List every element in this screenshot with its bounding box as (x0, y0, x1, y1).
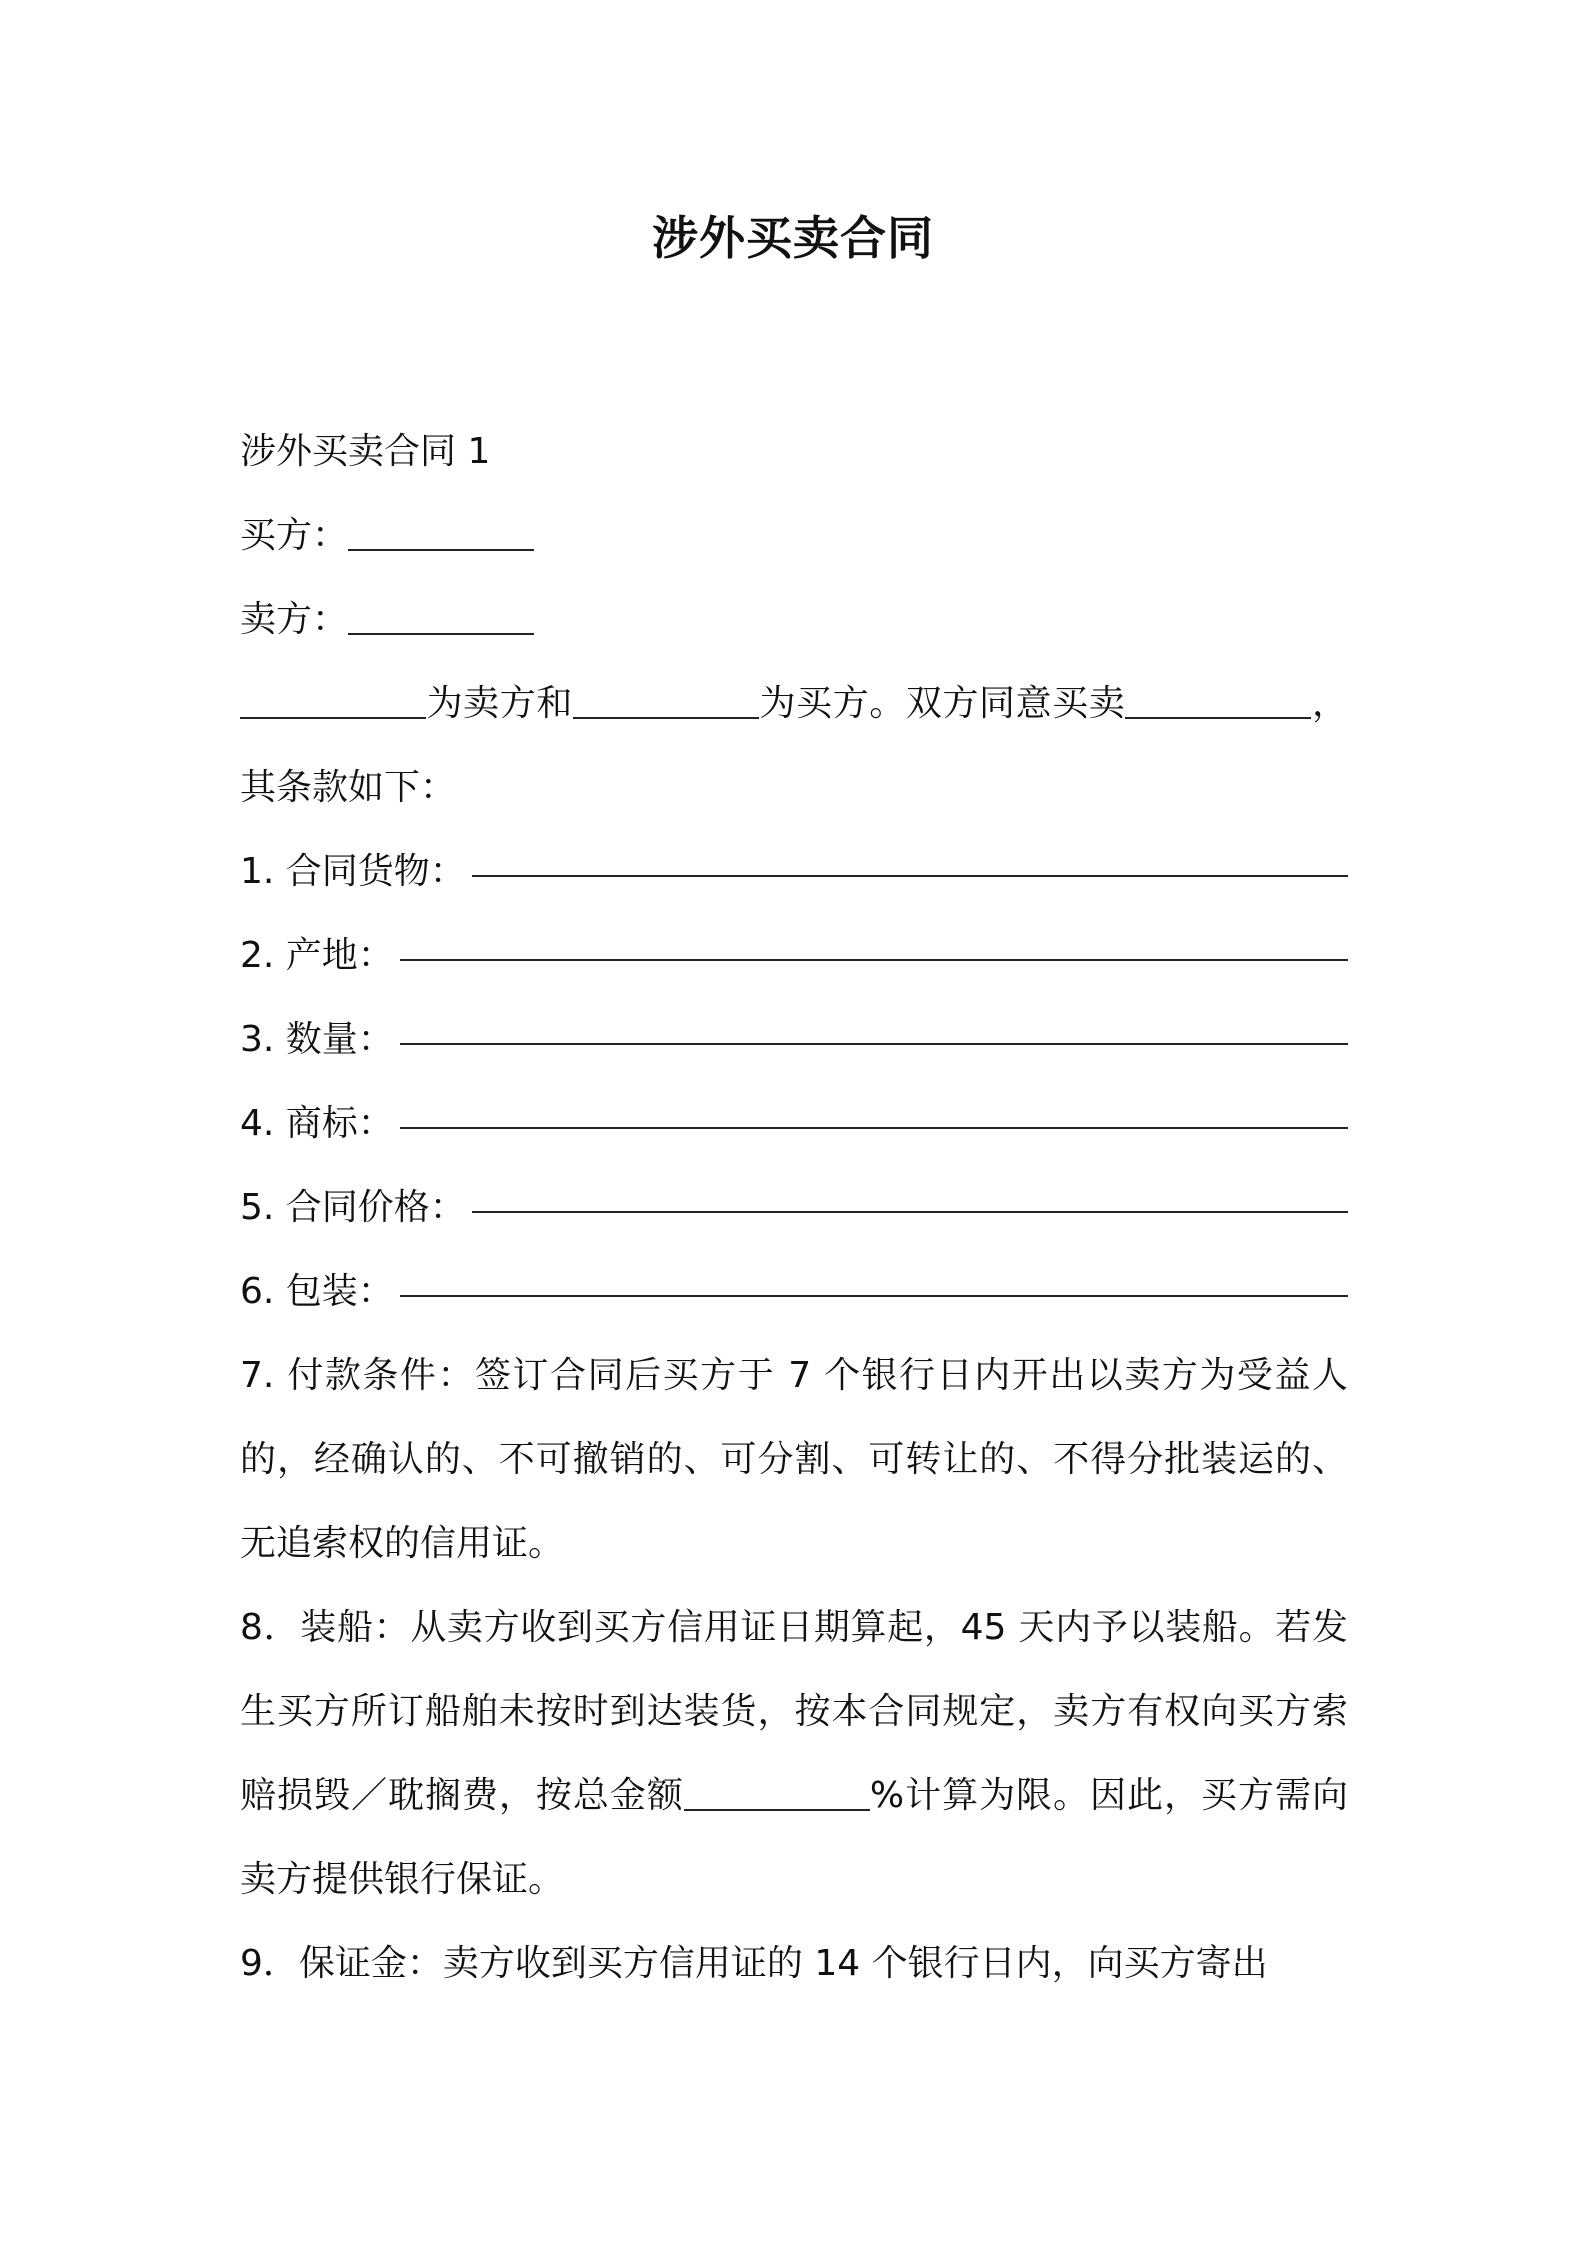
field-trademark-label: 4. 商标： (240, 1103, 394, 1144)
field-price-label: 5. 合同价格： (240, 1187, 466, 1228)
document-title: 涉外买卖合同 (652, 211, 934, 265)
intro-text-1: 为卖方和 (426, 683, 573, 724)
clause8-line-3 (240, 1754, 1348, 1838)
field-origin-blank (400, 927, 1348, 961)
clause8-line-4: 卖方提供银行保证。 (240, 1859, 565, 1900)
document-body (240, 410, 1348, 2006)
field-packing (240, 1250, 1348, 1334)
intro-line-2: 其条款如下： (240, 767, 457, 808)
field-packing-label: 6. 包装： (240, 1271, 394, 1312)
clause7-line-2: 的，经确认的、不可撤销的、可分割、可转让的、不得分批装运的、 (240, 1439, 1348, 1480)
field-quantity (240, 998, 1348, 1082)
field-price (240, 1166, 1348, 1250)
field-packing-blank (400, 1263, 1348, 1297)
intro-text-2: 为买方。双方同意买卖 (758, 683, 1126, 724)
clause8-text-3a: 赔损毁／耽搁费，按总金额 (240, 1775, 684, 1816)
field-goods (240, 830, 1348, 914)
contract-heading: 涉外买卖合同 1 (240, 431, 491, 472)
field-goods-label: 1. 合同货物： (240, 851, 466, 892)
clause8-line-1: 8．装船：从卖方收到买方信用证日期算起，45 天内予以装船。若发 (240, 1607, 1348, 1648)
intro-text-3: ， (1311, 683, 1348, 724)
buyer-name-blank (573, 685, 759, 719)
seller-label: 卖方： (240, 599, 349, 640)
clause7-line-3: 无追索权的信用证。 (240, 1523, 565, 1564)
field-goods-blank (472, 843, 1348, 877)
field-trademark (240, 1082, 1348, 1166)
clause7-line-1: 7. 付款条件：签订合同后买方于 7 个银行日内开出以卖方为受益人 (240, 1355, 1348, 1396)
intro-line-1 (240, 662, 1348, 746)
field-trademark-blank (400, 1095, 1348, 1129)
clause8-line-2: 生买方所订船舶未按时到达装货，按本合同规定，卖方有权向买方索 (240, 1691, 1348, 1732)
seller-name-blank (240, 685, 426, 719)
buyer-blank (348, 517, 534, 551)
field-quantity-label: 3. 数量： (240, 1019, 394, 1060)
seller-blank (348, 601, 534, 635)
field-origin (240, 914, 1348, 998)
clause9-line-1: 9．保证金：卖方收到买方信用证的 14 个银行日内，向买方寄出 (240, 1943, 1268, 1984)
field-origin-label: 2. 产地： (240, 935, 394, 976)
field-price-blank (472, 1179, 1348, 1213)
buyer-label: 买方： (240, 515, 349, 556)
field-quantity-blank (400, 1011, 1348, 1045)
buyer-line (240, 494, 1348, 578)
goods-blank (1125, 685, 1311, 719)
seller-line (240, 578, 1348, 662)
clause8-text-3b: %计算为限。因此，买方需向 (869, 1775, 1348, 1816)
percent-blank (684, 1777, 870, 1811)
